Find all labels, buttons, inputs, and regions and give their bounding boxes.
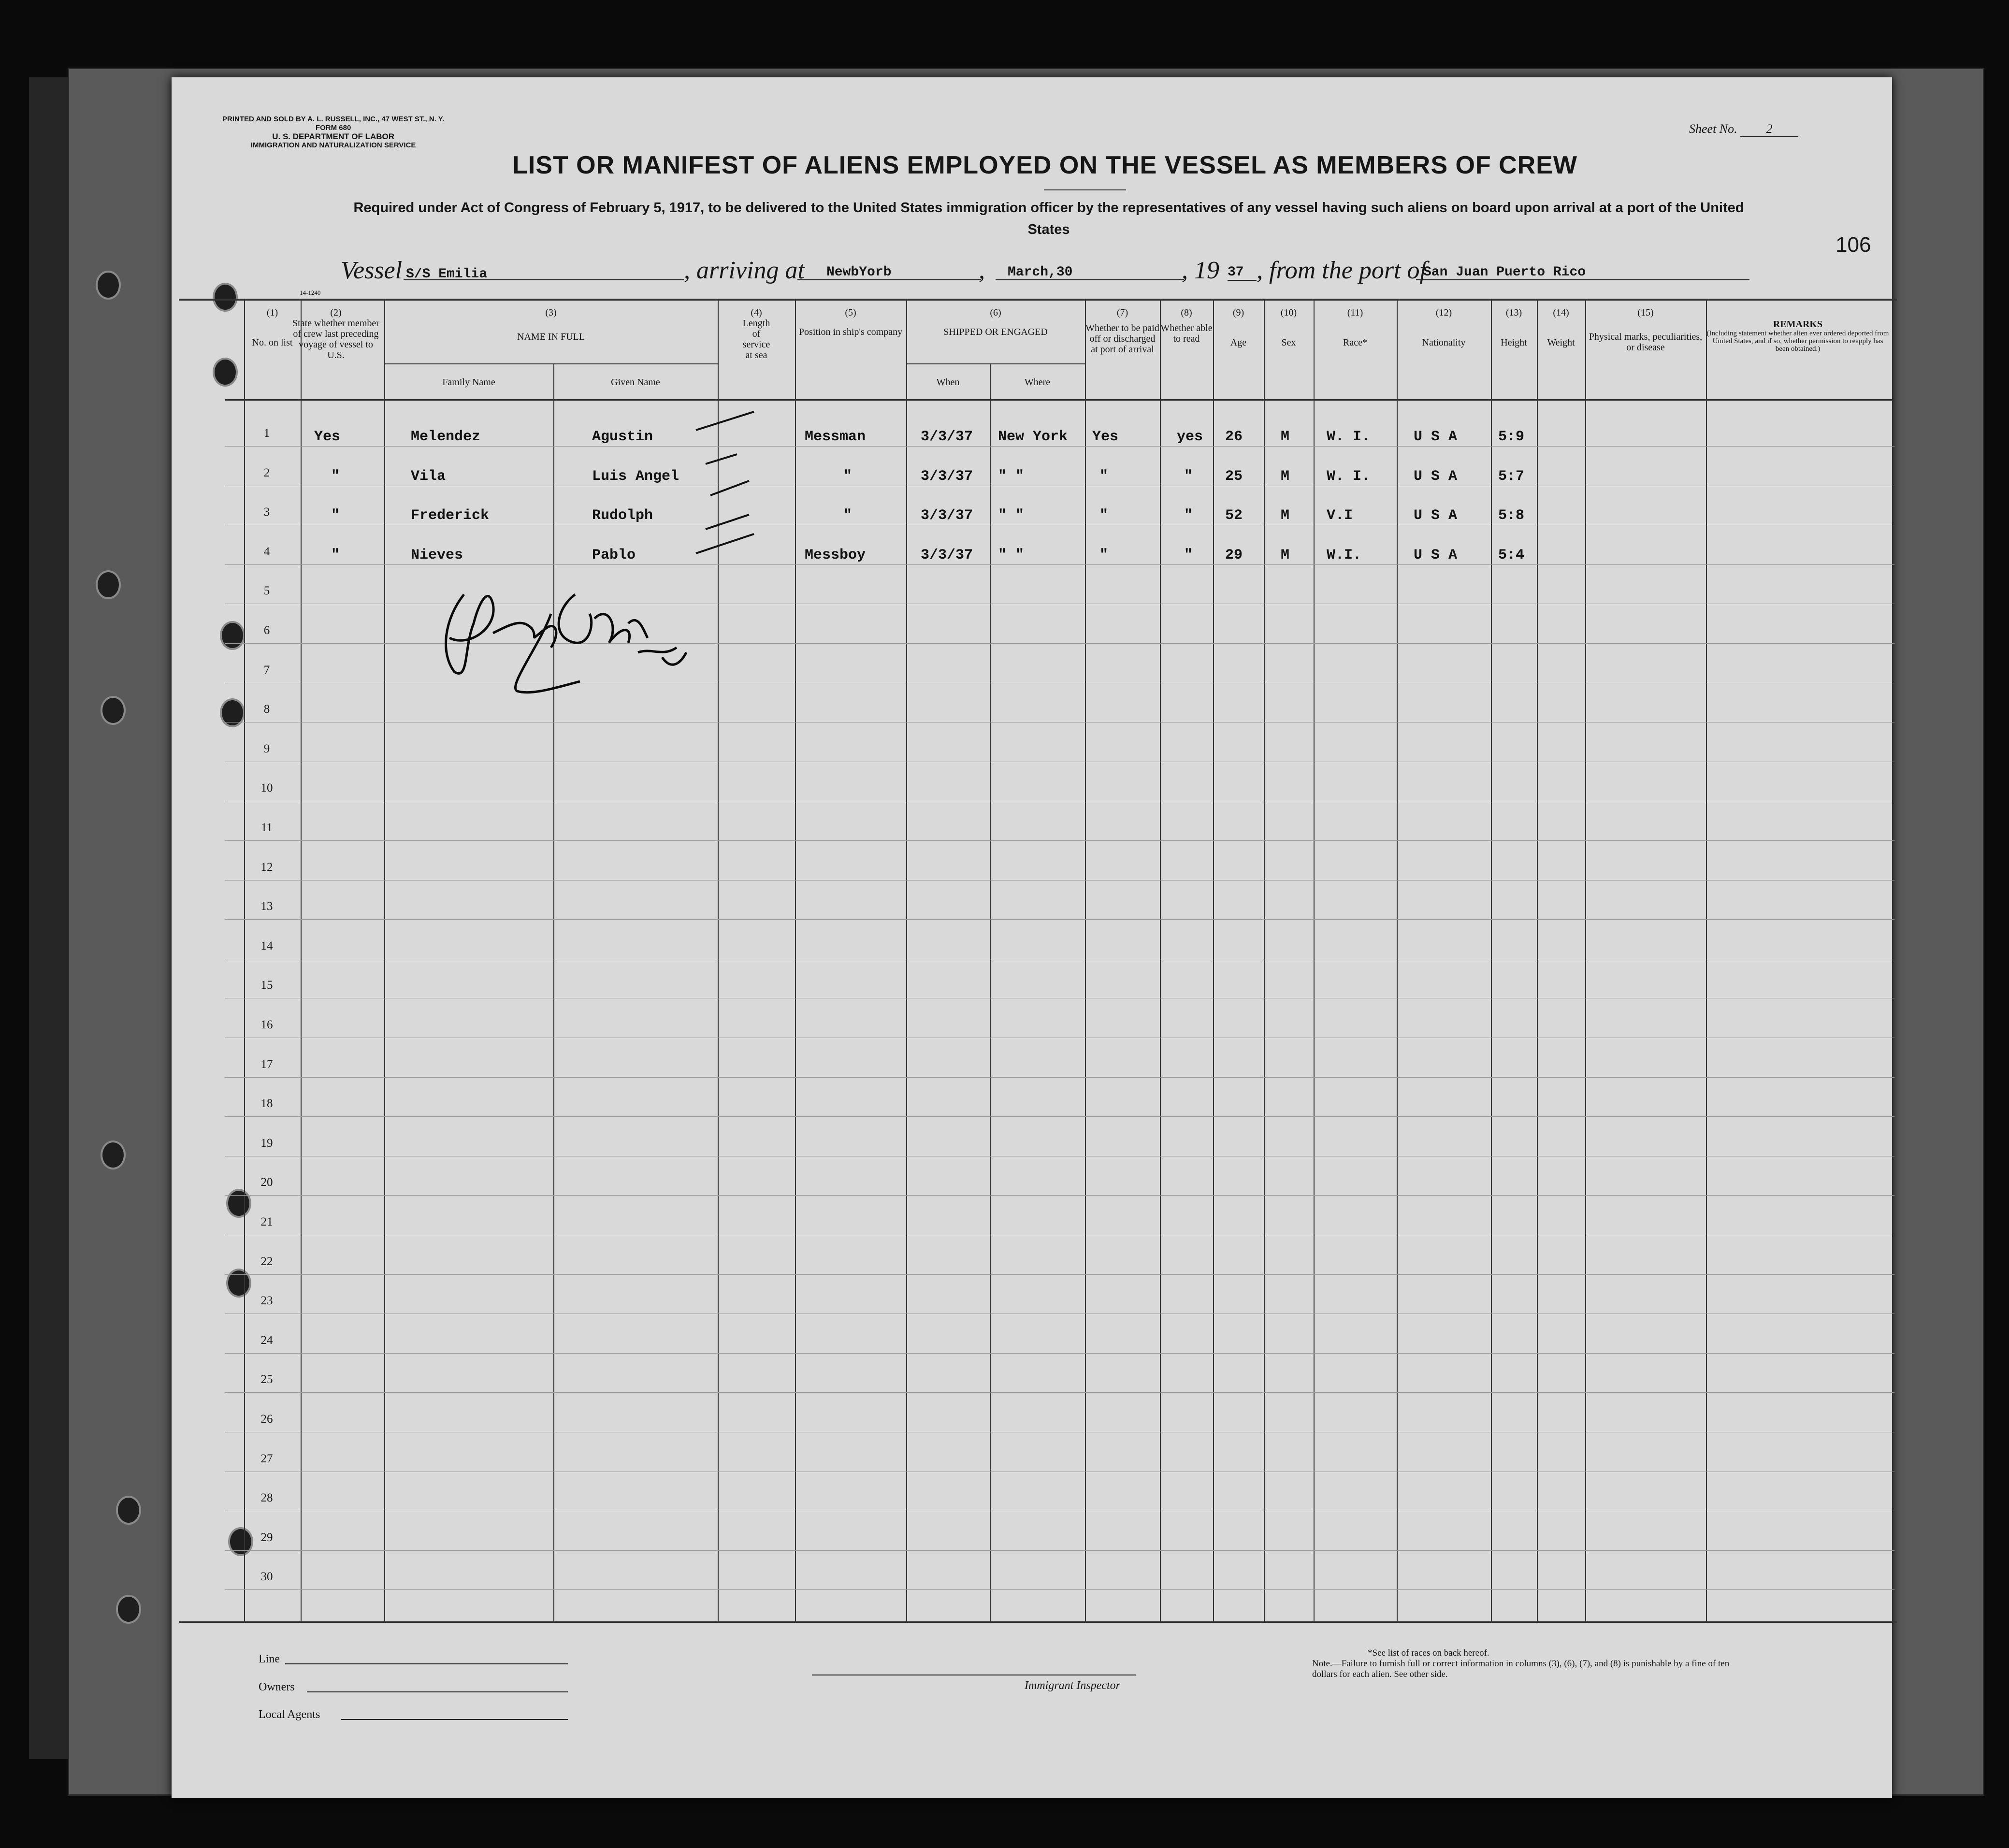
crew-cell: Yes xyxy=(314,429,341,445)
col-rule xyxy=(1314,300,1315,1621)
footer-owners-label: Owners xyxy=(259,1681,295,1693)
col-rule xyxy=(1264,300,1265,1621)
row-number: 7 xyxy=(263,663,270,677)
row-number: 15 xyxy=(260,979,273,992)
row-number: 6 xyxy=(263,624,270,637)
page-subtitle: Required under Act of Congress of February 5, 1917, to be delivered to the United States immigration officer by the representatives of any vessel having such aliens on board upon arrival at a port of the United States xyxy=(353,200,1744,237)
row-number: 10 xyxy=(260,781,273,795)
row-rule xyxy=(225,1392,1894,1393)
stamp-number: 106 xyxy=(1836,233,1871,257)
col-rule xyxy=(795,300,796,1621)
binder-hole xyxy=(96,570,121,599)
footer-agents-label: Local Agents xyxy=(259,1708,320,1721)
shipped-when-cell: 3/3/37 xyxy=(921,507,973,524)
shipped-when-cell: 3/3/37 xyxy=(921,547,973,563)
inspector-label: Immigrant Inspector xyxy=(1025,1679,1120,1692)
col-rule xyxy=(301,300,302,1621)
sheet-number: Sheet No. 2 xyxy=(1689,122,1798,137)
age-cell: 25 xyxy=(1225,468,1243,485)
paid-off-cell: Yes xyxy=(1092,429,1119,445)
col-header-height: (13) Height xyxy=(1501,307,1527,348)
binder-hole xyxy=(96,271,121,300)
height-cell: 5:4 xyxy=(1498,547,1525,563)
page-title: LIST OR MANIFEST OF ALIENS EMPLOYED ON THE VESSEL AS MEMBERS OF CREW xyxy=(512,151,1577,179)
able-to-read-cell: yes xyxy=(1177,429,1203,445)
printer-imprint: PRINTED AND SOLD BY A. L. RUSSELL, INC., 47 WEST ST., N. Y. FORM 680 U. S. DEPARTMENT OF LABOR IMMIGRATION AND NATURALIZATION SERVICE xyxy=(222,115,445,149)
row-rule xyxy=(225,564,1894,565)
sex-cell: M xyxy=(1281,468,1290,485)
row-rule xyxy=(225,1589,1894,1590)
age-cell: 29 xyxy=(1225,547,1243,563)
binder-hole xyxy=(213,358,238,387)
table-header-bottom xyxy=(225,399,1894,401)
binder-hole xyxy=(226,1189,251,1218)
col-rule xyxy=(1585,300,1586,1621)
col-rule xyxy=(244,300,245,1621)
col-header-name: (3) NAME IN FULL xyxy=(517,307,585,342)
row-number: 26 xyxy=(260,1413,273,1426)
row-rule xyxy=(225,880,1894,881)
col-rule xyxy=(1491,300,1492,1621)
row-number: 1 xyxy=(263,427,270,440)
col-rule xyxy=(1085,300,1086,1621)
row-number: 3 xyxy=(263,505,270,519)
height-cell: 5:9 xyxy=(1498,429,1525,445)
nationality-cell: U S A xyxy=(1414,547,1458,563)
paid-off-cell: " xyxy=(1099,507,1109,524)
col-rule xyxy=(1160,300,1161,1621)
row-number: 8 xyxy=(263,703,270,716)
family-name-cell: Vila xyxy=(411,468,446,485)
footer-owners-field xyxy=(307,1691,568,1692)
shipped-where-cell: New York xyxy=(998,429,1068,445)
date-value: March,30 xyxy=(1008,265,1073,280)
from-label: , from the port of xyxy=(1257,257,1427,284)
table-top-border xyxy=(179,299,1897,301)
col-rule xyxy=(990,363,991,1621)
row-rule xyxy=(225,446,1894,447)
col-header-position: (5) Position in ship's company xyxy=(798,307,903,337)
row-number: 23 xyxy=(260,1294,273,1308)
family-name-cell: Melendez xyxy=(411,429,481,445)
col-rule xyxy=(384,300,385,1621)
shipped-where-cell: " " xyxy=(998,468,1025,485)
col-header-when: When xyxy=(936,377,960,388)
given-name-cell: Luis Angel xyxy=(592,468,679,485)
row-number: 11 xyxy=(260,821,273,834)
age-cell: 26 xyxy=(1225,429,1243,445)
col-rule xyxy=(1706,300,1707,1621)
vessel-label: Vessel xyxy=(341,257,403,284)
row-rule xyxy=(225,1274,1894,1275)
races-note: *See list of races on back hereof. xyxy=(1368,1648,1489,1658)
row-rule xyxy=(225,1353,1894,1354)
col-header-remarks: REMARKS (Including statement whether alien ever ordered deported from United States, and if so, whether permission to reapply has been obtained.) xyxy=(1706,319,1889,353)
arriving-value: NewbYorb xyxy=(826,265,892,280)
position-cell: " xyxy=(843,507,853,524)
family-name-cell: Frederick xyxy=(411,507,490,524)
table-bottom-border xyxy=(179,1621,1897,1623)
able-to-read-cell: " xyxy=(1184,507,1193,524)
year-label: , 19 xyxy=(1182,257,1219,284)
shipped-where-cell: " " xyxy=(998,547,1025,563)
col-header-age: (9) Age xyxy=(1230,307,1247,348)
row-number: 13 xyxy=(260,900,273,913)
col-header-physical: (15) Physical marks, peculiarities, or disease xyxy=(1589,307,1703,353)
race-cell: W. I. xyxy=(1327,429,1371,445)
given-name-cell: Rudolph xyxy=(592,507,653,524)
row-number: 30 xyxy=(260,1570,273,1584)
arriving-label: , arriving at xyxy=(684,257,805,284)
col-header-paid: (7) Whether to be paid off or discharged at port of arrival xyxy=(1085,307,1159,355)
crew-cell: " xyxy=(331,507,340,524)
footer-agents-field xyxy=(341,1719,568,1720)
fine-note: Note.—Failure to furnish full or correct information in columns (3), (6), (7), and (8) is punishable by a fine of ten dollars for each alien. See other side. xyxy=(1312,1659,1730,1679)
row-rule xyxy=(225,1116,1894,1117)
binder-hole xyxy=(220,698,245,727)
name-subheader-rule xyxy=(384,363,718,364)
row-number: 28 xyxy=(260,1491,273,1505)
row-number: 14 xyxy=(260,939,273,953)
nationality-cell: U S A xyxy=(1414,507,1458,524)
col-header-family: Family Name xyxy=(442,377,495,388)
position-cell: " xyxy=(843,468,853,485)
row-number: 18 xyxy=(260,1097,273,1111)
binder-hole xyxy=(116,1595,141,1624)
row-number: 27 xyxy=(260,1452,273,1465)
col-header-race: (11) Race* xyxy=(1343,307,1367,348)
row-number: 12 xyxy=(260,860,273,874)
inspector-signature xyxy=(435,575,706,706)
row-number: 2 xyxy=(263,466,270,479)
col-header-given: Given Name xyxy=(611,377,660,388)
row-number: 9 xyxy=(263,742,270,755)
col-rule xyxy=(1397,300,1398,1621)
family-name-cell: Nieves xyxy=(411,547,463,563)
shipped-when-cell: 3/3/37 xyxy=(921,429,973,445)
race-cell: V.I xyxy=(1327,507,1353,524)
row-number: 29 xyxy=(260,1530,273,1544)
col-rule xyxy=(906,300,907,1621)
sex-cell: M xyxy=(1281,547,1290,563)
port-value: San Juan Puerto Rico xyxy=(1423,265,1586,280)
row-rule xyxy=(225,1550,1894,1551)
row-number: 25 xyxy=(260,1373,273,1386)
row-number: 21 xyxy=(260,1215,273,1228)
tally-marks xyxy=(691,406,764,561)
crew-cell: " xyxy=(331,468,340,485)
crew-cell: " xyxy=(331,547,340,563)
row-number: 20 xyxy=(260,1176,273,1189)
given-name-cell: Agustin xyxy=(592,429,653,445)
year-value: 37 xyxy=(1228,265,1257,281)
row-rule xyxy=(225,1077,1894,1078)
position-cell: Messboy xyxy=(805,547,866,563)
col-header-shipped: (6) SHIPPED OR ENGAGED xyxy=(943,307,1048,337)
shipped-subheader-rule xyxy=(906,363,1085,364)
race-cell: W.I. xyxy=(1327,547,1362,563)
able-to-read-cell: " xyxy=(1184,547,1193,563)
nationality-cell: U S A xyxy=(1414,468,1458,485)
col-header-crew: (2) State whether member of crew last preceding voyage of vessel to U.S. xyxy=(292,307,379,361)
binder-hole xyxy=(228,1527,253,1556)
row-rule xyxy=(225,1195,1894,1196)
row-number: 24 xyxy=(260,1333,273,1347)
row-number: 19 xyxy=(260,1136,273,1150)
age-cell: 52 xyxy=(1225,507,1243,524)
binder-hole xyxy=(101,696,126,725)
row-number: 4 xyxy=(263,545,270,558)
col-header-read: (8) Whether able to read xyxy=(1160,307,1213,344)
col-header-weight: (14) Weight xyxy=(1547,307,1575,348)
footer-line-field xyxy=(285,1663,568,1664)
given-name-cell: Pablo xyxy=(592,547,636,563)
binder-hole xyxy=(220,621,245,650)
small-code: 14-1240 xyxy=(300,289,321,296)
binder-hole xyxy=(116,1496,141,1525)
binder-hole xyxy=(101,1141,126,1169)
col-rule xyxy=(1213,300,1214,1621)
col-header-length: (4) Length of service at sea xyxy=(742,307,770,361)
sex-cell: M xyxy=(1281,429,1290,445)
binder-hole xyxy=(226,1269,251,1298)
shipped-when-cell: 3/3/37 xyxy=(921,468,973,485)
row-number: 16 xyxy=(260,1018,273,1031)
row-rule xyxy=(225,840,1894,841)
comma: , xyxy=(979,257,985,284)
row-rule xyxy=(225,919,1894,920)
binder-hole xyxy=(213,283,238,312)
able-to-read-cell: " xyxy=(1184,468,1193,485)
row-number: 17 xyxy=(260,1057,273,1071)
col-rule xyxy=(553,363,554,1621)
col-header-where: Where xyxy=(1024,377,1051,388)
col-rule xyxy=(1537,300,1538,1621)
col-header-sex: (10) Sex xyxy=(1280,307,1297,348)
col-header-nationality: (12) Nationality xyxy=(1422,307,1466,348)
nationality-cell: U S A xyxy=(1414,429,1458,445)
row-number: 5 xyxy=(263,584,270,598)
race-cell: W. I. xyxy=(1327,468,1371,485)
height-cell: 5:8 xyxy=(1498,507,1525,524)
sex-cell: M xyxy=(1281,507,1290,524)
divider xyxy=(1044,189,1126,190)
row-number: 22 xyxy=(260,1255,273,1268)
vessel-value: S/S Emilia xyxy=(406,267,488,282)
paid-off-cell: " xyxy=(1099,547,1109,563)
col-header-no: (1) No. on list xyxy=(252,307,293,348)
position-cell: Messman xyxy=(805,429,866,445)
height-cell: 5:7 xyxy=(1498,468,1525,485)
shipped-where-cell: " " xyxy=(998,507,1025,524)
paid-off-cell: " xyxy=(1099,468,1109,485)
footer-line-label: Line xyxy=(259,1653,280,1665)
